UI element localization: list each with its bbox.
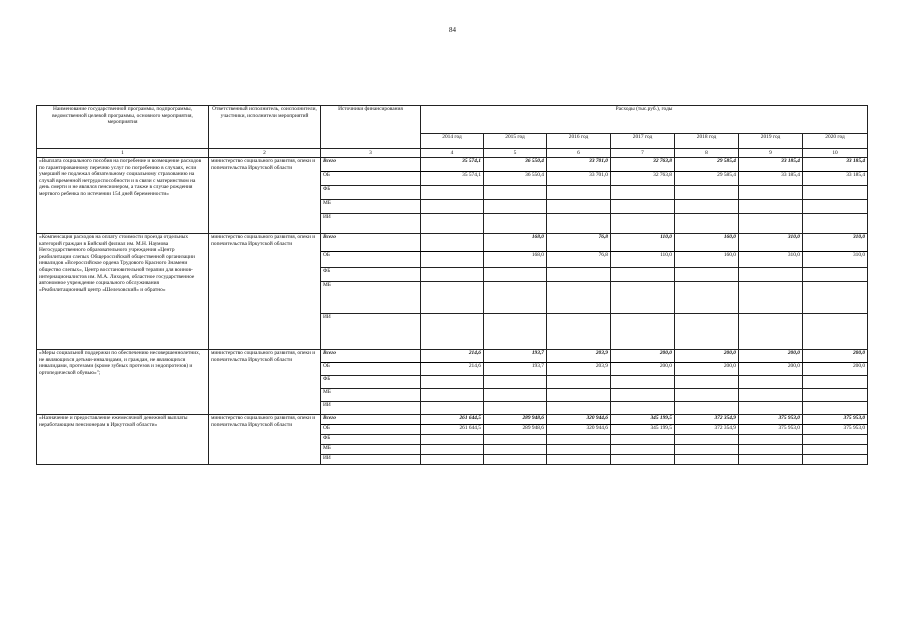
page-number: 84: [449, 26, 456, 34]
expense-value: [739, 455, 803, 465]
expense-value: [611, 214, 675, 234]
measure-name: «Компенсация расходов на оплату стоимости проезда отдельных категорий граждан в Бийский филиал им. М.Н. Наумова Негосударственного образовательного учреждения «Центр реабилитации слепых Общероссийской общественной организации инвалидов «Всероссийское ордена Трудового Красного Знамени общество слепых», Центр восстановительной терапии для воинов-интернационалистов им. М.А. Лиходея, областное государственное автономное учреждение социального обслуживания «Реабилитационный центр «Шелеховский» и обратно»: [37, 234, 209, 350]
funding-source: ОБ: [321, 363, 421, 376]
expense-value: [803, 402, 868, 415]
expense-value: [547, 389, 611, 402]
expense-value: [675, 314, 739, 350]
funding-source: ОБ: [321, 252, 421, 268]
expense-value: 375 953,0: [739, 425, 803, 435]
table-row: [37, 158, 868, 172]
column-number: 8: [675, 149, 739, 158]
expense-value: [547, 214, 611, 234]
column-number: 4: [421, 149, 484, 158]
executor-name: министерство социального развития, опеки и попечительства Иркутской области: [209, 415, 321, 465]
table-row: [37, 234, 868, 252]
header-executor: Ответственный исполнитель, соисполнители, участники, исполнители мероприятий: [209, 106, 321, 149]
expense-value: 33 701,0: [547, 172, 611, 186]
expense-value: [803, 376, 868, 389]
funding-source: Всего: [321, 350, 421, 363]
expense-value: [547, 455, 611, 465]
column-number: 6: [547, 149, 611, 158]
expense-value: 200,0: [739, 350, 803, 363]
expense-value: [547, 376, 611, 389]
expense-value: [675, 445, 739, 455]
column-number: 1: [37, 149, 209, 158]
expense-value: 160,0: [675, 252, 739, 268]
expense-value: [739, 186, 803, 200]
expense-value: [421, 314, 484, 350]
header-expenses: Расходы (тыс.руб.), годы: [421, 106, 868, 134]
expense-value: [675, 200, 739, 214]
funding-source: ФБ: [321, 376, 421, 389]
expense-value: [675, 376, 739, 389]
funding-source: МБ: [321, 445, 421, 455]
expense-value: [803, 282, 868, 314]
expense-value: 200,0: [675, 350, 739, 363]
expense-value: 33 185,4: [739, 172, 803, 186]
expense-value: 214,6: [421, 350, 484, 363]
expense-value: 261 644,5: [421, 425, 484, 435]
column-number: 10: [803, 149, 868, 158]
expense-value: [547, 268, 611, 282]
expense-value: [803, 314, 868, 350]
expense-value: 200,0: [611, 363, 675, 376]
expense-value: [421, 200, 484, 214]
expense-value: [803, 389, 868, 402]
expense-value: 110,0: [611, 252, 675, 268]
expense-value: [484, 268, 547, 282]
funding-source: ИИ: [321, 455, 421, 465]
expense-value: [484, 455, 547, 465]
expense-value: 200,0: [739, 363, 803, 376]
expense-value: 29 585,4: [675, 172, 739, 186]
expense-value: [611, 282, 675, 314]
expense-value: [421, 268, 484, 282]
table-body: [37, 158, 868, 465]
expense-value: 33 701,0: [547, 158, 611, 172]
expense-value: [484, 314, 547, 350]
table-row: [37, 415, 868, 425]
funding-source: Всего: [321, 158, 421, 172]
expense-value: [675, 186, 739, 200]
expense-value: [803, 445, 868, 455]
expense-value: [484, 186, 547, 200]
column-number: 3: [321, 149, 421, 158]
expense-value: [547, 435, 611, 445]
header-name: Наименование государственной программы, подпрограммы, ведомственной целевой программы, основного мероприятия, мероприятия: [37, 106, 209, 149]
expense-value: [421, 186, 484, 200]
expense-value: [611, 435, 675, 445]
executor-name: министерство социального развития, опеки и попечительства Иркутской области: [209, 158, 321, 234]
expense-value: [675, 435, 739, 445]
expense-value: 33 185,4: [803, 158, 868, 172]
funding-source: Всего: [321, 415, 421, 425]
funding-source: ФБ: [321, 186, 421, 200]
expense-value: 261 644,5: [421, 415, 484, 425]
executor-name: министерство социального развития, опеки и попечительства Иркутской области: [209, 350, 321, 415]
expense-value: 193,7: [484, 350, 547, 363]
expense-value: [484, 214, 547, 234]
expense-value: 289 948,6: [484, 415, 547, 425]
header-source: Источники финансирования: [321, 106, 421, 149]
expense-value: [484, 282, 547, 314]
expense-value: [675, 268, 739, 282]
expense-value: 372 354,9: [675, 425, 739, 435]
column-number: 9: [739, 149, 803, 158]
expense-value: 32 763,8: [611, 172, 675, 186]
expense-value: [611, 389, 675, 402]
header-year: 2016 год: [547, 134, 611, 149]
expense-value: 200,0: [803, 363, 868, 376]
expense-value: [611, 376, 675, 389]
expense-value: [739, 376, 803, 389]
expense-value: [611, 314, 675, 350]
expense-value: [421, 234, 484, 252]
expense-value: 168,0: [484, 252, 547, 268]
expense-value: [421, 455, 484, 465]
expense-value: 36 550,4: [484, 172, 547, 186]
expense-value: 35 574,1: [421, 172, 484, 186]
expense-value: [484, 402, 547, 415]
expense-value: [421, 214, 484, 234]
expense-value: [547, 445, 611, 455]
expense-value: 168,0: [484, 234, 547, 252]
funding-source: ФБ: [321, 268, 421, 282]
header-year: 2020 год: [803, 134, 868, 149]
expense-value: [739, 200, 803, 214]
expense-value: [547, 314, 611, 350]
expense-value: 193,7: [484, 363, 547, 376]
expense-value: 76,8: [547, 252, 611, 268]
expense-value: [421, 376, 484, 389]
expense-value: 310,0: [739, 234, 803, 252]
expense-value: 310,0: [803, 252, 868, 268]
funding-source: ИИ: [321, 314, 421, 350]
expense-value: [611, 186, 675, 200]
expense-value: [739, 389, 803, 402]
funding-source: МБ: [321, 282, 421, 314]
expense-value: [611, 402, 675, 415]
expense-value: [421, 445, 484, 455]
funding-source: ОБ: [321, 172, 421, 186]
expense-value: [675, 402, 739, 415]
header-year: 2019 год: [739, 134, 803, 149]
expense-value: [421, 435, 484, 445]
expense-value: [421, 282, 484, 314]
expense-value: [803, 268, 868, 282]
expense-value: 203,9: [547, 363, 611, 376]
column-number: 7: [611, 149, 675, 158]
expense-value: 375 953,0: [803, 425, 868, 435]
expense-value: [739, 314, 803, 350]
expense-value: 33 185,4: [803, 172, 868, 186]
expense-value: 289 948,6: [484, 425, 547, 435]
expense-value: 160,0: [675, 234, 739, 252]
expense-value: [675, 389, 739, 402]
expense-value: 200,0: [611, 350, 675, 363]
budget-table: [36, 105, 868, 465]
measure-name: «Меры социальной поддержки по обеспечению несовершеннолетних, не являющихся детьми-инвалидами, и граждан, не являющихся инвалидами, протезами (кроме зубных протезов и эндопротезов) и ортопедической обувью»";: [37, 350, 209, 415]
expense-value: [484, 376, 547, 389]
expense-value: 36 550,4: [484, 158, 547, 172]
expense-value: [803, 186, 868, 200]
expense-value: [675, 214, 739, 234]
expense-value: [739, 282, 803, 314]
funding-source: ОБ: [321, 425, 421, 435]
funding-source: МБ: [321, 389, 421, 402]
header-year: 2015 год: [484, 134, 547, 149]
header-year: 2014 год: [421, 134, 484, 149]
expense-value: [484, 200, 547, 214]
funding-source: ИИ: [321, 402, 421, 415]
header-year: 2017 год: [611, 134, 675, 149]
expense-value: [675, 455, 739, 465]
expense-value: [803, 214, 868, 234]
expense-value: [803, 455, 868, 465]
expense-value: 345 199,5: [611, 425, 675, 435]
expense-value: [484, 435, 547, 445]
expense-value: 214,6: [421, 363, 484, 376]
expense-value: [547, 186, 611, 200]
expense-value: 29 585,4: [675, 158, 739, 172]
expense-value: [547, 402, 611, 415]
expense-value: [739, 268, 803, 282]
expense-value: 200,0: [803, 350, 868, 363]
column-number: 2: [209, 149, 321, 158]
expense-value: [611, 445, 675, 455]
expense-value: 320 944,6: [547, 425, 611, 435]
expense-value: 76,8: [547, 234, 611, 252]
expense-value: [484, 389, 547, 402]
expense-value: 375 953,0: [739, 415, 803, 425]
expense-value: [739, 445, 803, 455]
expense-value: 33 185,4: [739, 158, 803, 172]
funding-source: Всего: [321, 234, 421, 252]
measure-name: «Назначение и предоставление ежемесячной денежной выплаты неработающим пенсионерам в Иркутской области»: [37, 415, 209, 465]
expense-value: [547, 282, 611, 314]
expense-value: 310,0: [739, 252, 803, 268]
measure-name: «Выплата социального пособия на погребение и возмещение расходов по гарантированному перечню услуг по погребению в случаях, если умерший не подлежал обязательному социальному страхованию на случай временной нетрудоспособности и в связи с материнством на день смерти и не являлся пенсионером, а также в случае рождения мертвого ребенка по истечении 154 дней беременности»: [37, 158, 209, 234]
funding-source: МБ: [321, 200, 421, 214]
expense-value: [803, 200, 868, 214]
expense-value: 32 763,8: [611, 158, 675, 172]
header-year: 2018 год: [675, 134, 739, 149]
expense-value: 345 199,5: [611, 415, 675, 425]
expense-value: [611, 268, 675, 282]
funding-source: ИИ: [321, 214, 421, 234]
column-number: 5: [484, 149, 547, 158]
expense-value: [739, 435, 803, 445]
expense-value: 320 944,6: [547, 415, 611, 425]
expense-value: [739, 402, 803, 415]
expense-value: [421, 402, 484, 415]
expense-value: [421, 389, 484, 402]
expense-value: [611, 455, 675, 465]
expense-value: [675, 282, 739, 314]
table-row: [37, 350, 868, 363]
expense-value: 372 354,9: [675, 415, 739, 425]
funding-source: ФБ: [321, 435, 421, 445]
expense-value: 110,0: [611, 234, 675, 252]
expense-value: [611, 200, 675, 214]
expense-value: [739, 214, 803, 234]
expense-value: [547, 200, 611, 214]
expense-value: 203,9: [547, 350, 611, 363]
expense-value: 375 953,0: [803, 415, 868, 425]
expense-value: [803, 435, 868, 445]
expense-value: [484, 445, 547, 455]
expense-value: [421, 252, 484, 268]
expense-value: 310,0: [803, 234, 868, 252]
expense-value: 35 574,1: [421, 158, 484, 172]
expense-value: 200,0: [675, 363, 739, 376]
executor-name: министерство социального развития, опеки и попечительства Иркутской области: [209, 234, 321, 350]
